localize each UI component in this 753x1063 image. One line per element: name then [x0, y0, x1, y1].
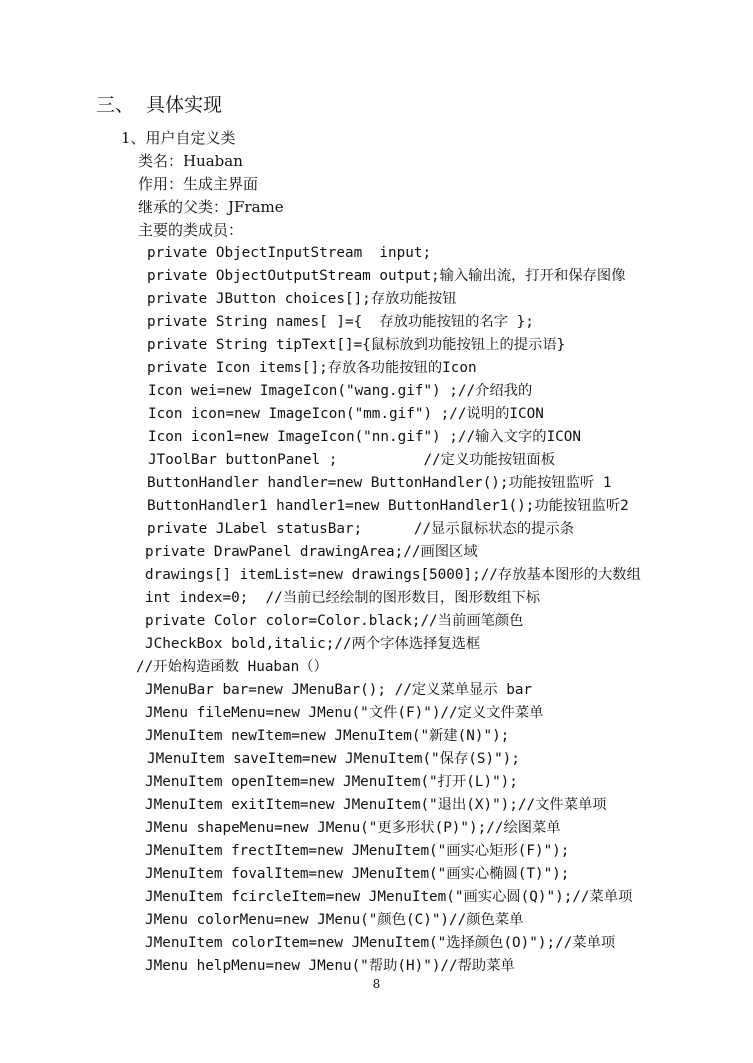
code-line: ButtonHandler handler=new ButtonHandler();功能按钮监听 1: [147, 475, 612, 491]
code-line: JMenu helpMenu=new JMenu("帮助(H)")//帮助菜单: [145, 958, 515, 974]
code-line: JMenu shapeMenu=new JMenu("更多形状(P)");//绘图菜单: [145, 820, 561, 836]
page-number: 8: [372, 977, 381, 991]
code-line: JToolBar buttonPanel ; //定义功能按钮面板: [148, 452, 556, 468]
code-line: Icon icon=new ImageIcon("mm.gif") ;//说明的ICON: [148, 406, 544, 422]
code-line: private String names[ ]={ 存放功能按钮的名字 };: [147, 314, 534, 330]
code-line: drawings[] itemList=new drawings[5000];//存放基本图形的大数组: [145, 567, 641, 583]
code-line: private ObjectInputStream input;: [147, 245, 432, 261]
code-line: //开始构造函数 Huaban（）: [136, 659, 328, 675]
code-line: JMenuItem colorItem=new JMenuItem("选择颜色(O)");//菜单项: [145, 935, 616, 951]
class-name-line: 类名：Huaban: [138, 152, 243, 170]
code-line: private DrawPanel drawingArea;//画图区域: [145, 544, 478, 560]
class-purpose-line: 作用：生成主界面: [138, 175, 259, 193]
code-line: JMenu colorMenu=new JMenu("颜色(C)")//颜色菜单: [145, 912, 524, 928]
code-line: JMenuItem exitItem=new JMenuItem("退出(X)");//文件菜单项: [145, 797, 607, 813]
code-line: ButtonHandler1 handler1=new ButtonHandler1();功能按钮监听2: [147, 498, 629, 514]
code-line: JMenuItem newItem=new JMenuItem("新建(N)");: [145, 728, 510, 744]
code-line: Icon wei=new ImageIcon("wang.gif") ;//介绍我的: [148, 383, 533, 399]
subsection-title: 1、用户自定义类: [121, 129, 236, 147]
code-line: private JLabel statusBar; //显示鼠标状态的提示条: [147, 521, 575, 537]
code-line: JMenuItem fovalItem=new JMenuItem("画实心椭圆(T)");: [145, 866, 570, 882]
code-line: private ObjectOutputStream output;输入输出流，打开和保存图像: [147, 268, 626, 284]
code-line: private Color color=Color.black;//当前画笔颜色: [145, 613, 524, 629]
code-line: int index=0; //当前已经绘制的图形数目，图形数组下标: [145, 590, 541, 606]
code-line: JCheckBox bold,italic;//两个字体选择复选框: [145, 636, 481, 652]
code-line: Icon icon1=new ImageIcon("nn.gif") ;//输入文字的ICON: [148, 429, 581, 445]
code-line: JMenuBar bar=new JMenuBar(); //定义菜单显示 bar: [145, 682, 533, 698]
code-line: JMenuItem saveItem=new JMenuItem("保存(S)");: [147, 751, 520, 767]
code-line: JMenuItem fcircleItem=new JMenuItem("画实心圆(Q)");//菜单项: [145, 889, 633, 905]
code-line: JMenuItem frectItem=new JMenuItem("画实心矩形(F)");: [145, 843, 570, 859]
code-line: JMenuItem openItem=new JMenuItem("打开(L)");: [145, 774, 518, 790]
section-heading: 三、 具体实现: [96, 94, 223, 116]
code-line: private Icon items[];存放各功能按钮的Icon: [147, 360, 477, 376]
code-line: private String tipText[]={鼠标放到功能按钮上的提示语}: [147, 337, 566, 353]
code-line: JMenu fileMenu=new JMenu("文件(F)")//定义文件菜单: [145, 705, 544, 721]
code-line: private JButton choices[];存放功能按钮: [147, 291, 457, 307]
parent-class-line: 继承的父类：JFrame: [138, 198, 284, 216]
members-heading-line: 主要的类成员：: [138, 221, 244, 239]
